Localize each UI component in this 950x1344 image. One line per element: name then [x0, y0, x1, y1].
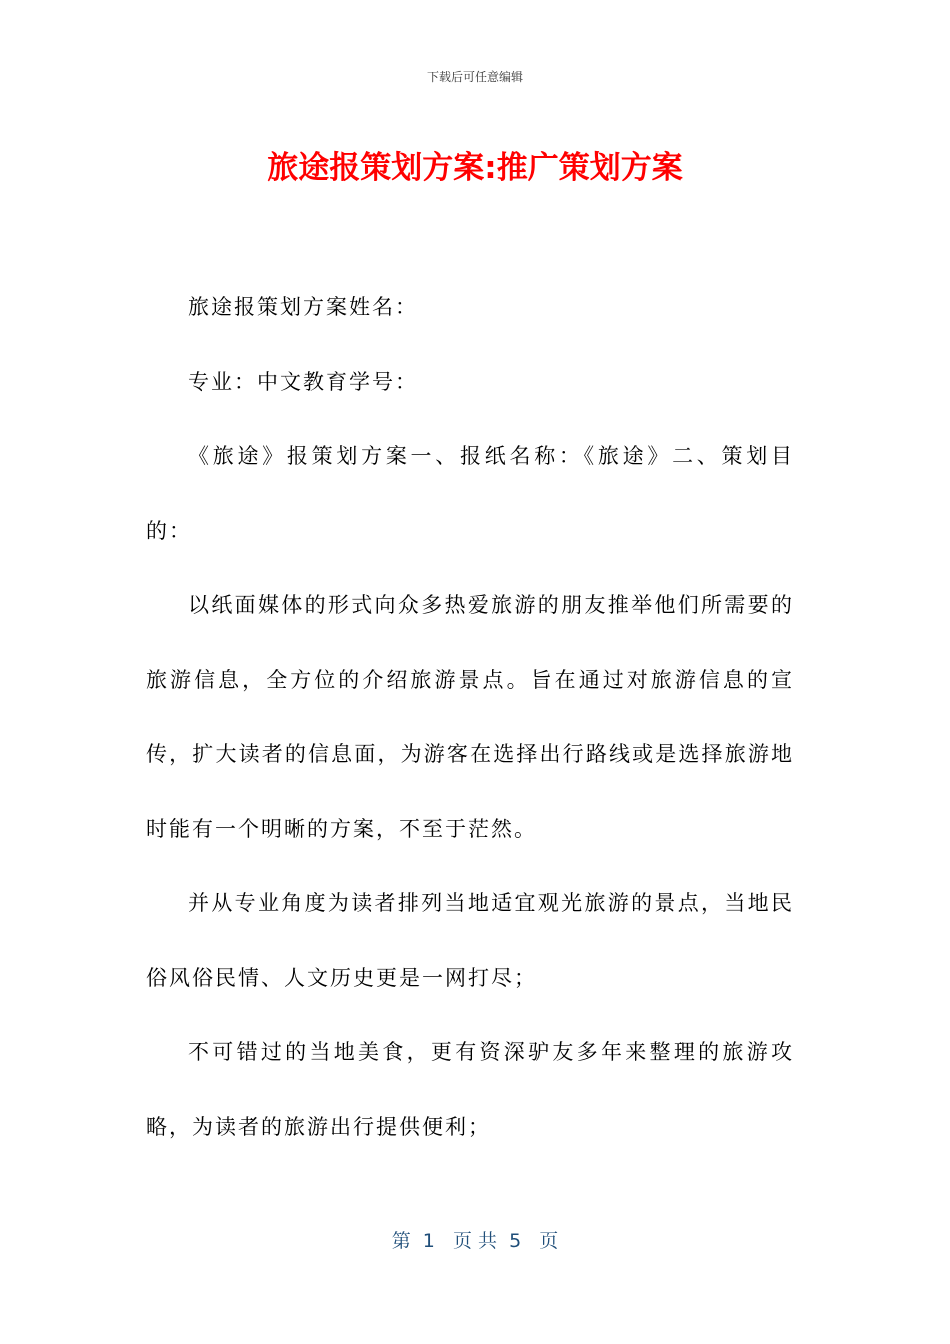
paragraph-food-guide: 不可错过的当地美食，更有资深驴友多年来整理的旅游攻略，为读者的旅游出行提供便利；: [146, 1040, 794, 1139]
paragraph-scenic-spots: 并从专业角度为读者排列当地适宜观光旅游的景点，当地民俗风俗民情、人文历史更是一网打尽；: [146, 891, 794, 990]
document-title: 旅途报策划方案:推广策划方案: [267, 150, 683, 186]
document-body: [146, 270, 794, 1164]
paragraph-plan-intro: 《旅途》报策划方案一、报纸名称：《旅途》二、策划目的：: [146, 444, 794, 543]
page-footer: 第 1 页 共 5 页: [391, 1230, 559, 1252]
paragraph-major: 专业：中文教育学号：: [188, 369, 418, 394]
paragraph-purpose: 以纸面媒体的形式向众多热爱旅游的朋友推举他们所需要的旅游信息，全方位的介绍旅游景点。旨在通过对旅游信息的宣传，扩大读者的信息面，为游客在选择出行路线或是选择旅游地时能有一个明晰的方案，不至于茫然。: [146, 593, 794, 841]
header-note: 下载后可任意编辑: [426, 70, 523, 84]
paragraph-name: 旅途报策划方案姓名：: [188, 295, 418, 319]
